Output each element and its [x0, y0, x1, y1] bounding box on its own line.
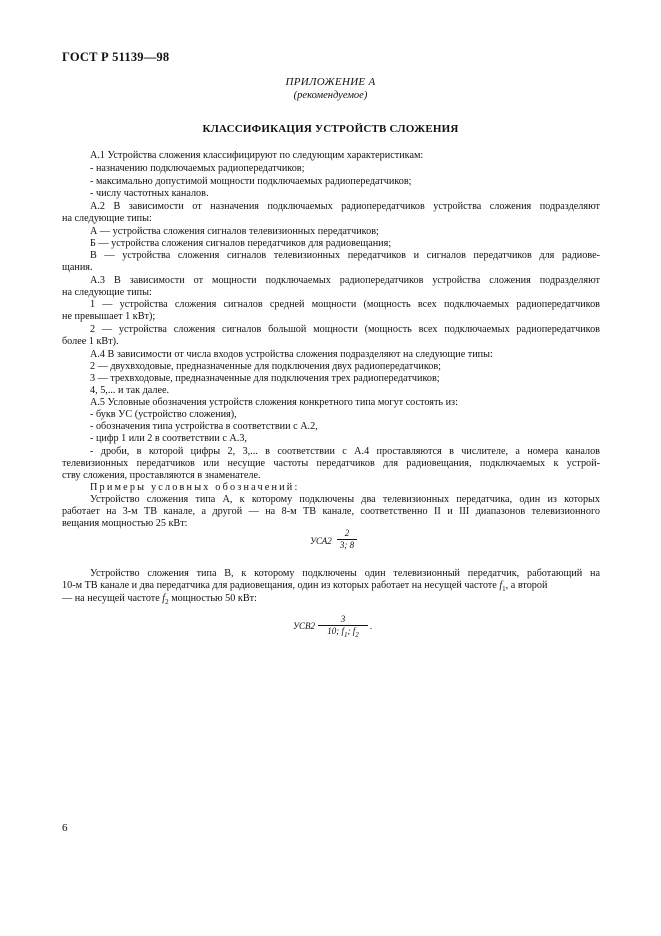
- body-line: 4, 5,... и так далее.: [90, 385, 170, 396]
- subscript: 2: [355, 630, 359, 639]
- body-line: более 1 кВт).: [62, 336, 119, 347]
- body-line: А — устройства сложения сигналов телевизионных передатчиков;: [90, 226, 379, 237]
- body-text-span: — на несущей частоте: [62, 593, 160, 604]
- body-line: не превышает 1 кВт);: [62, 311, 156, 322]
- body-line: - обозначения типа устройства в соответствии с А.2,: [90, 421, 318, 432]
- body-line: 1 — устройства сложения сигналов средней мощности (мощность всех подключаемых радиопередатчиков: [90, 299, 600, 310]
- body-line: - букв УС (устройство сложения),: [90, 409, 237, 420]
- body-text-span: 10-м ТВ канале и два передатчика для радиовещания, один из которых работает на несущей частоте: [62, 580, 497, 591]
- frequency-symbol: f: [352, 626, 356, 636]
- body-line: Устройство сложения типа В, к которому подключены один телевизионный передатчик, работающий на: [90, 568, 600, 579]
- body-line: работает на 3-м ТВ канале, а другой — на 8-м ТВ канале, соответственно II и III диапазонов телевизионного: [62, 506, 600, 517]
- body-line: - назначению подключаемых радиопередатчиков;: [90, 163, 305, 174]
- formula-fraction: [318, 614, 368, 641]
- body-line: Б — устройства сложения сигналов передатчиков для радиовещания;: [90, 238, 392, 249]
- formula-numerator: 3: [340, 614, 346, 624]
- body-line: - цифр 1 или 2 в соответствии с А.3,: [90, 433, 247, 444]
- subscript: 2: [165, 598, 169, 607]
- annex-subtitle: (рекомендуемое): [293, 90, 368, 101]
- body-text-span: , а второй: [505, 580, 548, 591]
- section-heading: КЛАССИФИКАЦИЯ УСТРОЙСТВ СЛОЖЕНИЯ: [202, 123, 459, 135]
- body-line: - дроби, в которой цифры 2, 3,... в соответствии с А.4 проставляются в числителе, а номера каналов: [90, 446, 600, 457]
- subscript: 1: [344, 630, 348, 639]
- formula-denominator: 3; 8: [339, 540, 355, 550]
- formula-numerator: 2: [344, 528, 350, 538]
- body-line: на следующие типы:: [62, 213, 152, 224]
- formula-fraction: [337, 528, 357, 551]
- formula-suffix: .: [370, 621, 373, 631]
- body-line: 2 — устройства сложения сигналов большой мощности (мощность всех подключаемых радиопередатчиков: [90, 324, 600, 335]
- body-line: - максимально допустимой мощности подключаемых радиопередатчиков;: [90, 176, 412, 187]
- body-line: ству сложения, проставляются в знаменателе.: [62, 470, 261, 481]
- formula-denominator: [318, 626, 368, 641]
- body-line: В — устройства сложения сигналов телевизионных передатчиков и сигналов передатчиков для радиове-: [90, 250, 600, 261]
- separator: ;: [347, 626, 351, 636]
- subscript: 1: [502, 585, 506, 594]
- body-line: на следующие типы:: [62, 287, 152, 298]
- frequency-symbol: f: [341, 626, 344, 636]
- body-text-span: мощностью 50 кВт:: [171, 593, 257, 604]
- denominator-part: 10;: [327, 626, 340, 636]
- body-line: щания.: [62, 262, 93, 273]
- body-line: 3 — трехвходовые, предназначенные для подключения трех радиопередатчиков;: [90, 373, 440, 384]
- frequency-symbol: f: [162, 593, 166, 604]
- formula-label: УСА2: [310, 536, 332, 546]
- body-line: - числу частотных каналов.: [90, 188, 209, 199]
- body-line: 2 — двухвходовые, предназначенные для подключения двух радиопередатчиков;: [90, 361, 441, 372]
- formula-label: УСВ2: [293, 621, 316, 631]
- document-id: ГОСТ Р 51139—98: [62, 50, 170, 64]
- frequency-symbol: f: [499, 580, 503, 591]
- body-line: А.2 В зависимости от назначения подключаемых радиопередатчиков устройства сложения подразделяют: [90, 201, 600, 212]
- body-line: телевизионных передатчиков или несущие частоты передатчиков для радиовещания, подключаемых к устрой-: [62, 458, 600, 469]
- body-line: А.1 Устройства сложения классифицируют по следующим характеристикам:: [90, 150, 424, 161]
- body-line: Устройство сложения типа А, к которому подключены два телевизионных передатчика, один из которых: [90, 494, 600, 505]
- body-line: вещания мощностью 25 кВт:: [62, 518, 188, 529]
- body-line: А.5 Условные обозначения устройств сложения конкретного типа могут состоять из:: [90, 397, 458, 408]
- examples-heading: Примеры условных обозначений:: [90, 482, 300, 493]
- body-line: А.4 В зависимости от числа входов устройства сложения подразделяют на следующие типы:: [90, 349, 493, 360]
- body-line: А.3 В зависимости от мощности подключаемых радиопередатчиков устройства сложения подразделяют: [90, 275, 600, 286]
- annex-title: ПРИЛОЖЕНИЕ А: [285, 76, 376, 88]
- page-number: 6: [62, 822, 68, 834]
- body-line: [62, 593, 257, 608]
